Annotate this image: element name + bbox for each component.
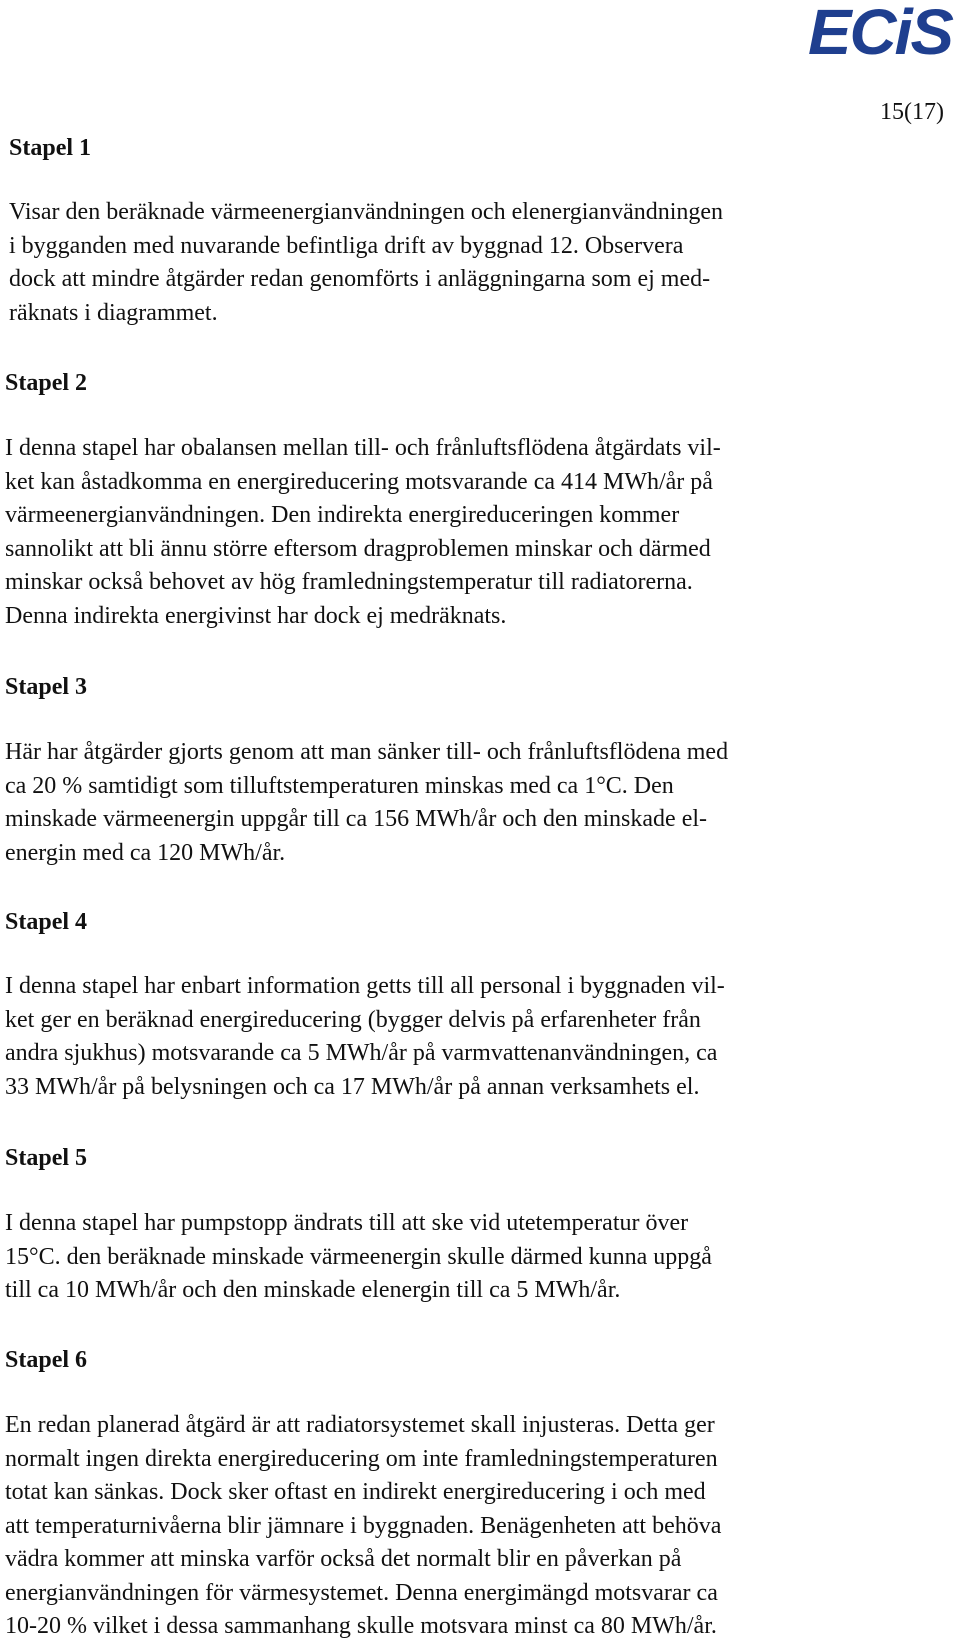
section-paragraph-stapel-2 [5, 432, 905, 633]
section-paragraph-stapel-1 [9, 196, 909, 330]
section-paragraph-stapel-6 [5, 1409, 905, 1644]
paragraph-line: till ca 10 MWh/år och den minskade elenergin till ca 5 MWh/år. [5, 1277, 621, 1303]
paragraph-line: minskar också behovet av hög framledningstemperatur till radiatorerna. [5, 569, 693, 595]
section-heading-stapel-4: Stapel 4 [5, 909, 88, 935]
paragraph-line: Här har åtgärder gjorts genom att man sänker till- och frånluftsflödena med [5, 739, 729, 765]
paragraph-line: dock att mindre åtgärder redan genomförts i anläggningarna som ej med- [9, 266, 711, 292]
section-paragraph-stapel-4 [5, 970, 905, 1104]
section-heading-stapel-1: Stapel 1 [9, 135, 92, 161]
page-number: 15(17) [880, 99, 944, 125]
paragraph-line: I denna stapel har enbart information getts till all personal i byggnaden vil- [5, 973, 725, 999]
paragraph-line: minskade värmeenergin uppgår till ca 156 MWh/år och den minskade el- [5, 806, 707, 832]
paragraph-line: i bygganden med nuvarande befintliga drift av byggnad 12. Observera [9, 232, 684, 259]
paragraph-line: vädra kommer att minska varför också det normalt blir en påverkan på [5, 1546, 682, 1572]
paragraph-line: totat kan sänkas. Dock sker oftast en indirekt energireducering i och med [5, 1479, 706, 1505]
section-heading-stapel-2: Stapel 2 [5, 370, 88, 396]
paragraph-line: energianvändningen för värmesystemet. Denna energimängd motsvarar ca [5, 1579, 718, 1606]
paragraph-line: värmeenergianvändningen. Den indirekta energireduceringen kommer [5, 502, 680, 528]
paragraph-line: ket ger en beräknad energireducering (bygger delvis på erfarenheter från [5, 1006, 701, 1033]
paragraph-line: Visar den beräknade värmeenergianvändningen och elenergianvändningen [9, 199, 724, 225]
paragraph-line: I denna stapel har obalansen mellan till- och frånluftsflödena åtgärdats vil- [5, 435, 721, 461]
paragraph-line: En redan planerad åtgärd är att radiatorsystemet skall injusteras. Detta ger [5, 1412, 715, 1438]
paragraph-line: sannolikt att bli ännu större eftersom dragproblemen minskar och därmed [5, 535, 711, 562]
paragraph-line: andra sjukhus) motsvarande ca 5 MWh/år på varmvattenanvändningen, ca [5, 1040, 718, 1066]
section-paragraph-stapel-3 [5, 736, 905, 870]
paragraph-line: ca 20 % samtidigt som tilluftstemperaturen minskas med ca 1°C. Den [5, 772, 674, 799]
paragraph-line: 15°C. den beräknade minskade värmeenergin skulle därmed kunna uppgå [5, 1243, 712, 1270]
paragraph-line: att temperaturnivåerna blir jämnare i byggnaden. Benägenheten att behöva [5, 1512, 722, 1539]
ecis-logo-text: ECiS [808, 2, 955, 62]
section-heading-stapel-5: Stapel 5 [5, 1145, 88, 1171]
section-paragraph-stapel-5 [5, 1207, 905, 1308]
paragraph-line: normalt ingen direkta energireducering om inte framledningstemperaturen [5, 1445, 718, 1472]
ecis-logo [806, 2, 956, 62]
paragraph-line: energin med ca 120 MWh/år. [5, 839, 286, 866]
paragraph-line: ket kan åstadkomma en energireducering motsvarande ca 414 MWh/år på [5, 468, 713, 495]
paragraph-line: räknats i diagrammet. [9, 299, 218, 326]
paragraph-line: I denna stapel har pumpstopp ändrats till att ske vid utetemperatur över [5, 1210, 689, 1236]
section-heading-stapel-3: Stapel 3 [5, 674, 88, 700]
paragraph-line: 33 MWh/år på belysningen och ca 17 MWh/år på annan verksamhets el. [5, 1073, 700, 1100]
paragraph-line: Denna indirekta energivinst har dock ej medräknats. [5, 602, 507, 629]
paragraph-line: 10-20 % vilket i dessa sammanhang skulle motsvara minst ca 80 MWh/år. [5, 1613, 717, 1639]
section-heading-stapel-6: Stapel 6 [5, 1347, 88, 1373]
